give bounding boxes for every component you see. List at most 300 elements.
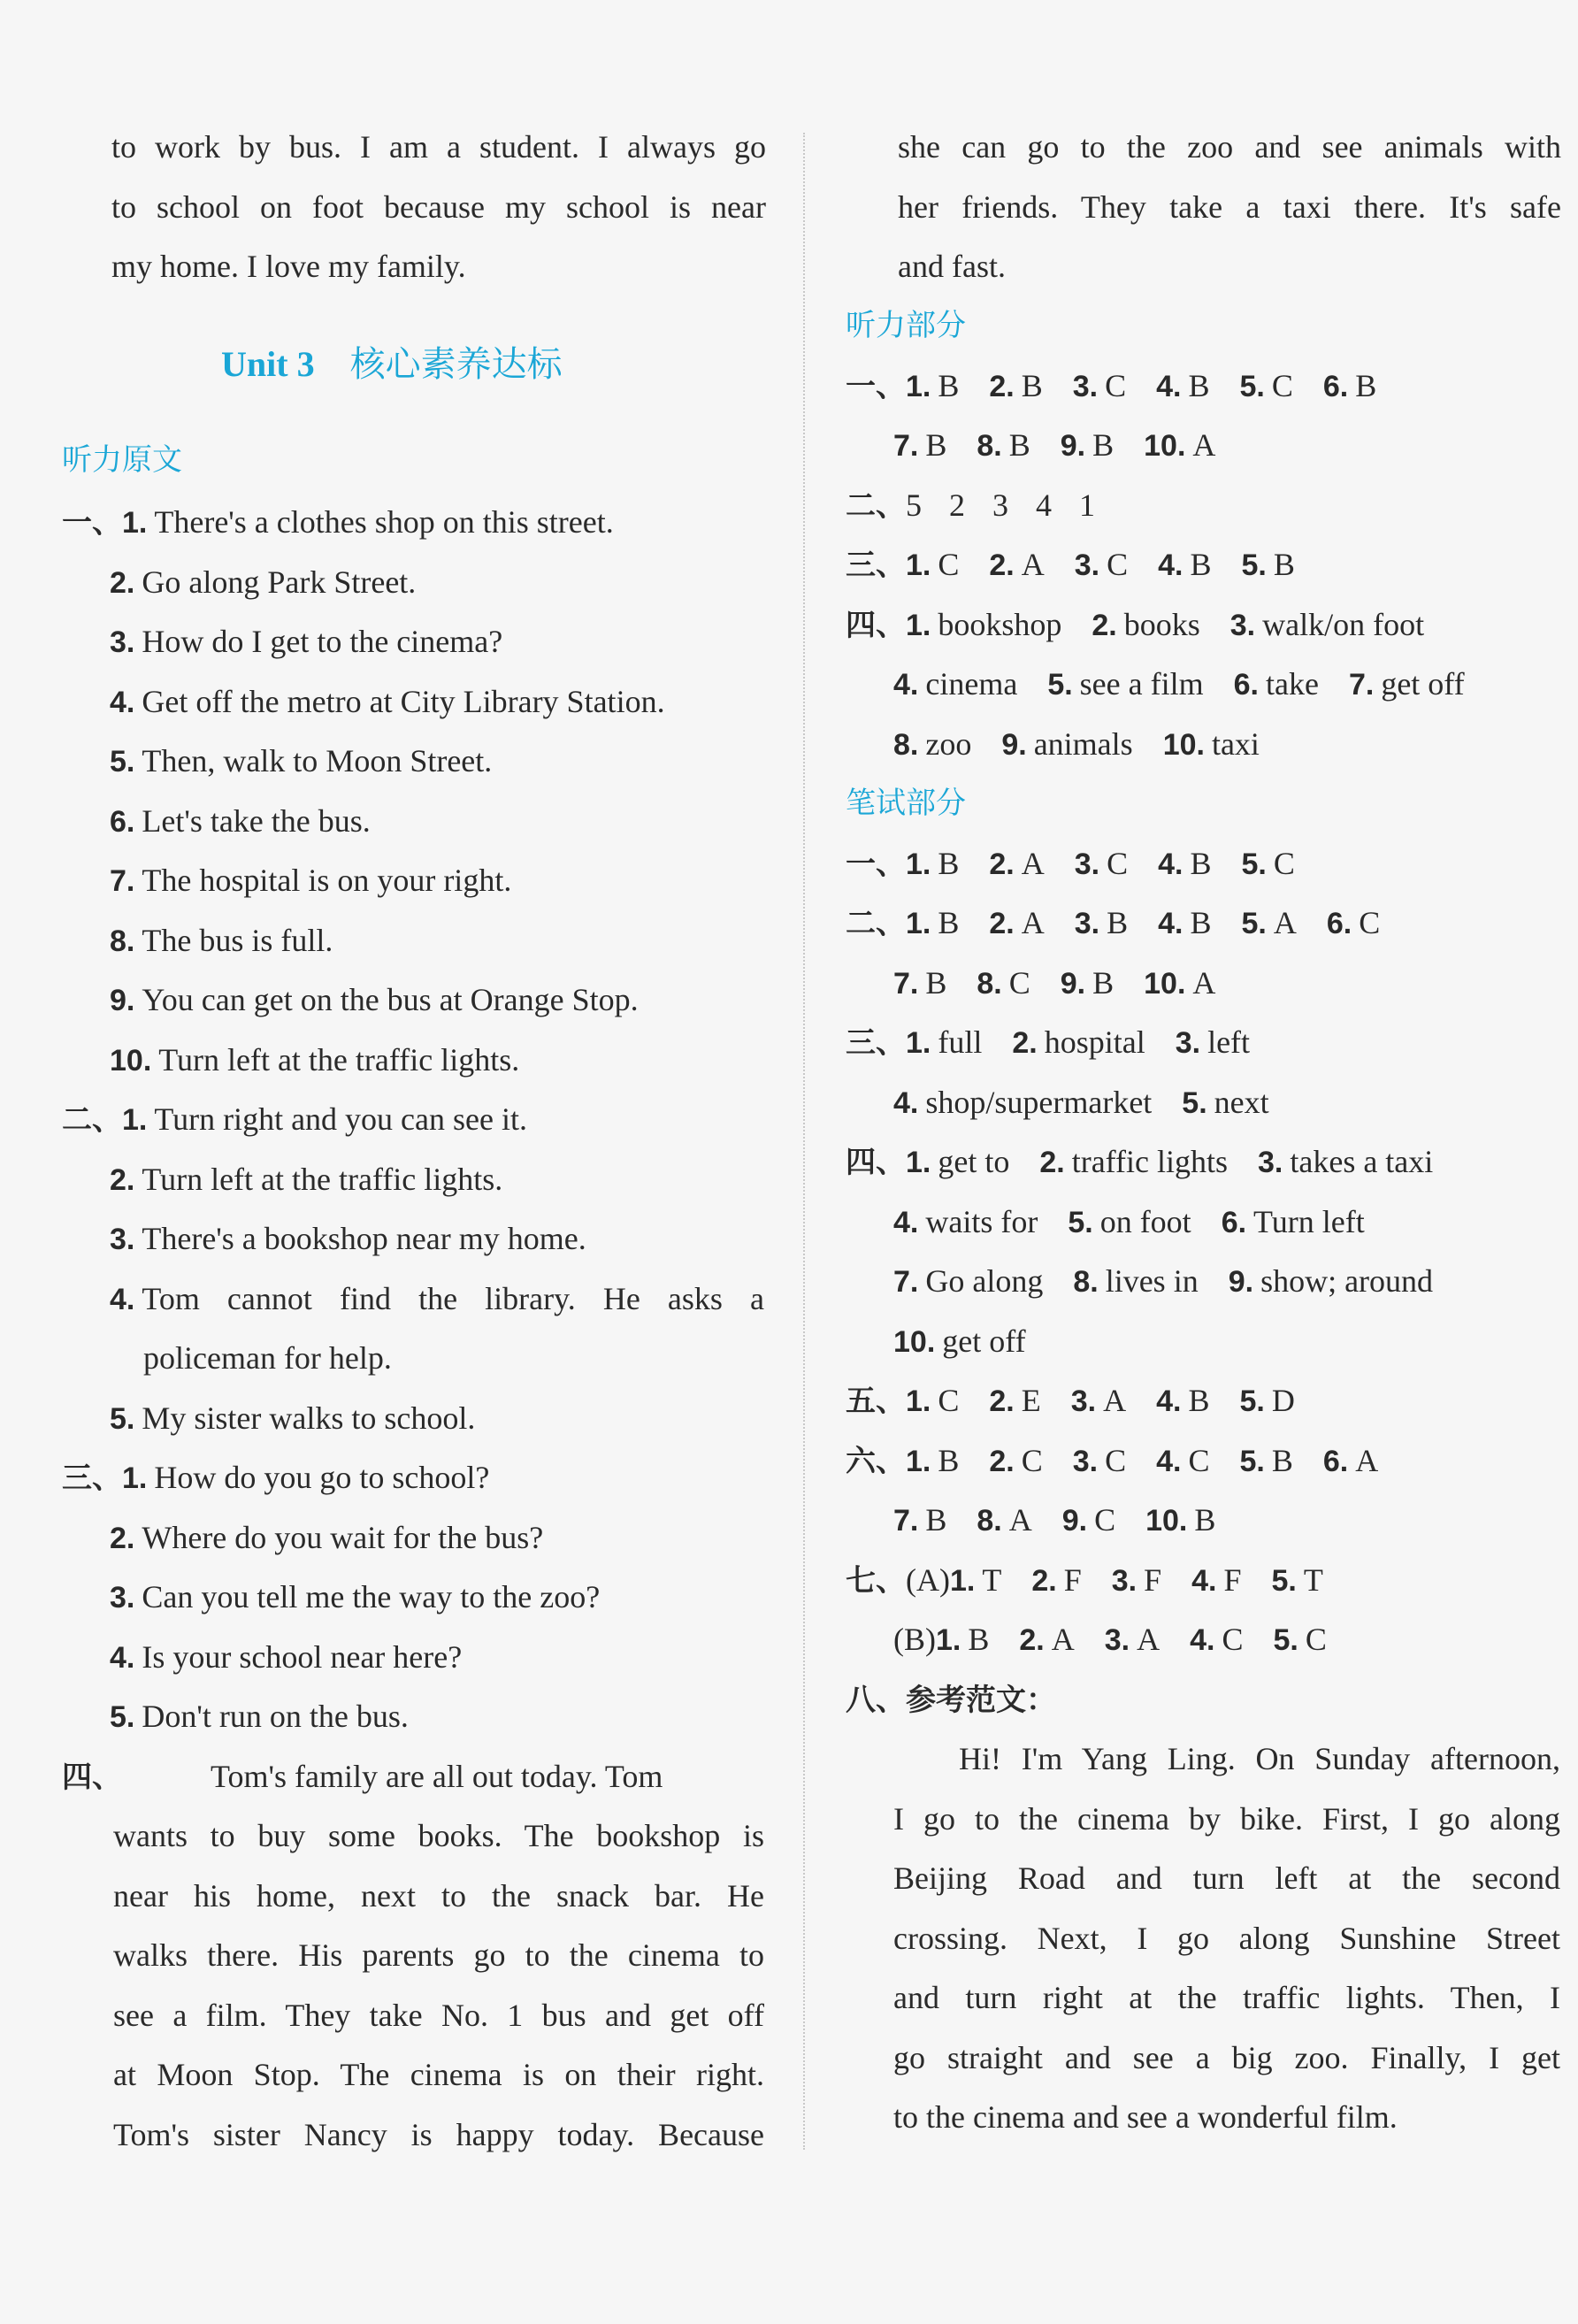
answer-item xyxy=(893,1085,1152,1121)
answer-item xyxy=(1176,1024,1250,1061)
answer-item xyxy=(906,607,1061,643)
paragraph-text: wants to buy some books. The bookshop is xyxy=(113,1818,764,1853)
listening-sentence xyxy=(110,564,416,600)
sentence-text: The bus is full. xyxy=(142,922,333,958)
item-number: 7. xyxy=(1348,668,1375,702)
answer-item xyxy=(1239,1383,1294,1419)
item-number: 5. xyxy=(1241,548,1267,582)
answer-value: B xyxy=(1188,1383,1210,1418)
paragraph-text: crossing. Next, I go along Sunshine Street xyxy=(893,1920,1560,1956)
sentence-text: Go along Park Street. xyxy=(142,564,417,600)
item-number: 10. xyxy=(1145,1504,1188,1538)
item-number: 7. xyxy=(110,864,135,898)
item-number: 1. xyxy=(906,1146,931,1179)
answer-value: T xyxy=(982,1561,1002,1598)
answer-value: get off xyxy=(942,1323,1026,1359)
paragraph-text: see a film. They take No. 1 bus and get off xyxy=(113,1997,764,2033)
section-label: 一、 xyxy=(846,846,906,882)
answer-value: C xyxy=(1021,1442,1043,1478)
listening-sentence xyxy=(110,684,665,719)
section-label: 六、 xyxy=(846,1443,906,1479)
answer-item xyxy=(1068,1204,1191,1240)
item-number: 7. xyxy=(893,1265,919,1299)
listening-sentence xyxy=(110,1221,586,1256)
item-number: 7. xyxy=(893,966,919,1001)
paragraph-text: I go to the cinema by bike. First, I go along xyxy=(893,1800,1560,1837)
answer-value: B xyxy=(1092,427,1115,463)
listening-sentence xyxy=(143,1340,392,1376)
paragraph-text: my home. I love my family. xyxy=(111,249,466,284)
answer-value: B xyxy=(1021,367,1043,403)
answer-value: B xyxy=(925,964,947,1001)
item-number: 4. xyxy=(893,668,919,702)
sentence-text: Is your school near here? xyxy=(142,1638,463,1675)
item-number: 9. xyxy=(110,984,135,1017)
item-number: 10. xyxy=(1162,727,1205,762)
answer-item xyxy=(989,368,1042,404)
item-number: 3. xyxy=(1070,1384,1097,1418)
item-number: 4. xyxy=(110,1282,135,1316)
answer-value: A xyxy=(1192,964,1216,1001)
item-number: 8. xyxy=(977,966,1002,1001)
item-number: 4. xyxy=(1191,1563,1217,1598)
listening-sentence xyxy=(110,982,639,1017)
answer-item xyxy=(1092,607,1199,643)
passage-line xyxy=(62,1759,663,1794)
section-label: 八、参考范文： xyxy=(846,1682,1056,1718)
item-number: 9. xyxy=(1060,966,1086,1001)
paragraph-text: go straight and see a big zoo. Finally, I get xyxy=(893,2039,1560,2075)
continued-passage-line xyxy=(898,249,1006,284)
answer-item xyxy=(1039,1144,1228,1180)
section-label: 三、 xyxy=(846,1025,906,1061)
answer-item xyxy=(1073,1443,1126,1479)
answer-row xyxy=(893,666,1495,702)
listening-sentence xyxy=(110,863,511,898)
answer-row xyxy=(893,1263,1463,1299)
item-number: 3. xyxy=(110,625,135,659)
answer-value: A xyxy=(1103,1383,1127,1418)
answer-value: F xyxy=(1223,1561,1242,1598)
answer-item xyxy=(1156,1443,1209,1479)
item-number: 10. xyxy=(1144,966,1186,1001)
item-number: 3. xyxy=(1104,1623,1130,1657)
sentence-text: Let's take the bus. xyxy=(142,802,371,839)
item-number: 3. xyxy=(110,1581,135,1615)
continued-passage-line xyxy=(898,129,1561,165)
answer-item xyxy=(1323,1443,1378,1479)
intro-line xyxy=(111,189,766,225)
item-number: 5. xyxy=(110,1700,135,1734)
answer-item xyxy=(1047,666,1203,702)
listening-answers-heading: 听力部分 xyxy=(846,308,966,343)
sentence-text: Then, walk to Moon Street. xyxy=(142,743,493,779)
answer-item xyxy=(1144,965,1215,1001)
item-number: 2. xyxy=(989,907,1015,940)
item-number: 1. xyxy=(906,608,931,642)
answer-item xyxy=(1071,1383,1126,1419)
answer-item xyxy=(1001,726,1132,763)
item-number: 1. xyxy=(906,907,931,940)
item-number: 1. xyxy=(122,506,148,540)
item-number: 8. xyxy=(893,727,919,762)
sentence-text: How do you go to school? xyxy=(154,1460,490,1495)
answer-item xyxy=(977,965,1030,1001)
item-number: 4. xyxy=(110,685,135,719)
item-number: 1. xyxy=(936,1623,961,1657)
answer-value: B xyxy=(1188,367,1210,403)
essay-line xyxy=(893,1980,1560,2015)
answer-value: A xyxy=(1273,905,1297,940)
paragraph-text: Hi! I'm Yang Ling. On Sunday afternoon, xyxy=(959,1741,1560,1776)
answer-value: T xyxy=(1303,1561,1323,1598)
answer-value: B xyxy=(1190,547,1212,582)
answer-value: Go along xyxy=(925,1263,1044,1299)
answer-item xyxy=(906,1443,959,1479)
answer-value: A xyxy=(1008,1502,1032,1538)
item-number: 10. xyxy=(1144,429,1186,463)
intro-line xyxy=(111,129,766,165)
item-number: 4. xyxy=(1158,907,1184,940)
answer-item xyxy=(1073,1263,1198,1300)
answer-value: shop/supermarket xyxy=(925,1084,1153,1120)
item-number: 6. xyxy=(1326,907,1352,940)
answer-value: C xyxy=(1359,905,1381,940)
answer-item xyxy=(1112,1562,1161,1599)
answer-row xyxy=(893,965,1245,1001)
item-number: 2. xyxy=(1039,1146,1065,1179)
answer-item xyxy=(1234,666,1319,702)
answer-value: B xyxy=(1194,1502,1216,1538)
answer-value: F xyxy=(1063,1561,1082,1598)
answer-value: lives in xyxy=(1105,1263,1199,1299)
answer-row xyxy=(893,1622,1357,1657)
answer-value: animals xyxy=(1033,725,1133,762)
answer-value: A xyxy=(1021,547,1045,582)
answer-row xyxy=(846,1144,1463,1179)
answer-item xyxy=(1073,368,1126,404)
answer-item xyxy=(1222,1204,1365,1240)
answer-item xyxy=(950,1562,1001,1599)
answer-row xyxy=(846,1443,1408,1478)
section-label: 三、 xyxy=(62,1461,122,1496)
item-number: 3. xyxy=(1074,907,1100,940)
answer-value: Turn left xyxy=(1253,1203,1365,1239)
listening-sentence xyxy=(110,1639,462,1675)
paragraph-text: and turn right at the traffic lights. Then, I xyxy=(893,1980,1560,2015)
item-number: 5. xyxy=(1047,668,1073,702)
answer-item xyxy=(1240,1443,1293,1479)
answer-item xyxy=(1258,1144,1433,1180)
answer-item xyxy=(1075,846,1128,882)
item-number: 2. xyxy=(1012,1026,1038,1060)
sentence-text: How do I get to the cinema? xyxy=(142,624,503,659)
item-number: 5. xyxy=(1273,1623,1298,1657)
item-number: 9. xyxy=(1228,1265,1254,1299)
answer-row xyxy=(893,1085,1299,1120)
answer-value: C xyxy=(1222,1622,1244,1657)
paragraph-text: walks there. His parents go to the cinema to xyxy=(113,1937,764,1973)
sentence-text: Where do you wait for the bus? xyxy=(142,1519,544,1555)
answer-item xyxy=(1327,905,1380,941)
answer-value: C xyxy=(938,547,960,582)
item-number: 3. xyxy=(1111,1563,1138,1598)
item-number: 4. xyxy=(1156,1384,1182,1418)
answer-item xyxy=(893,726,971,763)
answer-item xyxy=(1012,1024,1145,1061)
answer-item xyxy=(1061,427,1114,464)
passage-line xyxy=(113,1878,764,1914)
passage-line xyxy=(113,1937,764,1973)
answer-item xyxy=(893,666,1017,702)
listening-sentence xyxy=(110,1162,502,1197)
order-sequence: 5 2 3 4 1 xyxy=(906,487,1096,523)
answer-item xyxy=(893,1263,1043,1300)
item-number: 2. xyxy=(1019,1623,1045,1657)
answer-item xyxy=(1075,905,1128,941)
item-number: 3. xyxy=(1229,608,1256,642)
answer-value: A xyxy=(1355,1442,1379,1478)
listening-sentence xyxy=(110,1520,543,1555)
answer-value: B xyxy=(1190,845,1212,881)
answer-value: C xyxy=(1271,367,1293,403)
answer-row xyxy=(846,1024,1280,1060)
essay-line xyxy=(893,1921,1560,1956)
item-number: 2. xyxy=(1092,608,1117,642)
sentence-text: Get off the metro at City Library Station. xyxy=(142,683,665,719)
item-number: 4. xyxy=(893,1205,919,1239)
section-label: 一、 xyxy=(62,505,122,541)
item-number: 5. xyxy=(110,745,135,779)
sentence-text: My sister walks to school. xyxy=(142,1400,476,1436)
unit-title xyxy=(221,343,563,386)
answer-value: zoo xyxy=(925,725,972,762)
sentence-text: policeman for help. xyxy=(143,1340,392,1376)
item-number: 2. xyxy=(989,369,1015,403)
item-number: 10. xyxy=(893,1324,936,1359)
answer-value: A xyxy=(1021,905,1045,940)
answer-item xyxy=(1163,726,1260,763)
listening-sentence xyxy=(110,923,333,958)
subpart-label: (A) xyxy=(906,1561,950,1598)
item-number: 1. xyxy=(906,1026,931,1060)
answer-value: take xyxy=(1265,666,1319,702)
item-number: 3. xyxy=(1074,548,1100,582)
listening-sentence xyxy=(110,1400,475,1436)
answer-item xyxy=(893,427,946,464)
answer-item xyxy=(893,1323,1026,1360)
listening-sentence xyxy=(110,1699,409,1734)
answer-item xyxy=(1191,1562,1241,1599)
answer-item xyxy=(989,547,1044,583)
answer-value: B xyxy=(938,845,960,881)
answer-value: bookshop xyxy=(938,606,1062,642)
unit-subtitle: 核心素养达标 xyxy=(349,344,563,385)
answer-value: B xyxy=(938,367,960,403)
item-number: 4. xyxy=(110,1640,135,1675)
item-number: 2. xyxy=(1031,1563,1057,1598)
passage-line xyxy=(113,2057,764,2092)
item-number: 7. xyxy=(893,429,919,463)
item-number: 6. xyxy=(1322,369,1349,403)
answer-row xyxy=(846,846,1325,881)
answer-value: A xyxy=(1137,1622,1161,1657)
item-number: 5. xyxy=(1239,369,1265,403)
answer-row xyxy=(846,1682,1056,1717)
answer-value: B xyxy=(1008,427,1030,463)
answer-item xyxy=(1323,368,1376,404)
item-number: 5. xyxy=(1068,1205,1093,1239)
answer-row xyxy=(846,607,1454,642)
answer-item xyxy=(906,905,959,941)
answer-value: B xyxy=(1092,964,1115,1001)
answer-value: next xyxy=(1214,1084,1269,1120)
answer-row xyxy=(893,427,1245,463)
listening-sentence xyxy=(62,1460,489,1495)
paragraph-text: to the cinema and see a wonderful film. xyxy=(893,2099,1398,2135)
answer-item xyxy=(893,1502,946,1538)
answer-row xyxy=(846,1562,1353,1598)
answer-item xyxy=(906,846,959,882)
listening-sentence xyxy=(62,1101,527,1137)
answer-item xyxy=(1182,1085,1268,1121)
answer-row xyxy=(846,368,1406,403)
answer-item xyxy=(936,1622,989,1658)
writing-answers-heading: 笔试部分 xyxy=(846,786,966,821)
answer-item xyxy=(1031,1562,1081,1599)
paragraph-text: her friends. They take a taxi there. It's safe xyxy=(898,188,1561,225)
item-number: 8. xyxy=(977,1504,1002,1538)
item-number: 6. xyxy=(1221,1205,1247,1239)
answer-item xyxy=(989,905,1044,941)
item-number: 2. xyxy=(989,548,1015,582)
section-label: 五、 xyxy=(846,1384,906,1419)
sentence-text: Turn left at the traffic lights. xyxy=(158,1041,520,1078)
answer-item xyxy=(1158,846,1211,882)
item-number: 6. xyxy=(110,804,135,839)
answer-item xyxy=(1145,1502,1215,1538)
answer-item xyxy=(989,846,1044,882)
answer-value: B xyxy=(938,905,960,940)
item-number: 5. xyxy=(1239,1444,1265,1478)
answer-item xyxy=(1241,846,1294,882)
answer-item xyxy=(989,1443,1042,1479)
answer-item xyxy=(1190,1622,1243,1658)
answer-row xyxy=(846,547,1325,582)
answer-value: B xyxy=(968,1622,990,1657)
answer-value: takes a taxi xyxy=(1290,1144,1434,1179)
item-number: 9. xyxy=(1061,1504,1088,1538)
item-number: 4. xyxy=(1156,369,1182,403)
item-number: 1. xyxy=(122,1461,148,1495)
unit-name: Unit 3 xyxy=(221,344,315,384)
sentence-text: You can get on the bus at Orange Stop. xyxy=(142,982,639,1017)
answer-value: C xyxy=(1105,367,1127,403)
listening-sentence xyxy=(110,624,502,659)
listening-sentence xyxy=(110,1579,600,1615)
paragraph-text: to school on foot because my school is near xyxy=(111,188,766,225)
passage-line xyxy=(113,2117,764,2152)
answer-item xyxy=(906,1383,959,1419)
item-number: 5. xyxy=(1241,907,1267,940)
answer-value: C xyxy=(1188,1442,1210,1478)
answer-item xyxy=(1062,1502,1115,1538)
sentence-text: Turn right and you can see it. xyxy=(154,1101,527,1137)
item-number: 1. xyxy=(906,847,931,881)
answer-value: C xyxy=(1094,1502,1116,1538)
sentence-text: There's a clothes shop on this street. xyxy=(154,504,614,540)
item-number: 3. xyxy=(1072,1444,1099,1478)
essay-line xyxy=(893,1860,1560,1896)
item-number: 2. xyxy=(989,1384,1015,1418)
answer-value: get off xyxy=(1381,666,1465,702)
item-number: 5. xyxy=(110,1401,135,1436)
answer-item xyxy=(906,1024,982,1061)
answer-value: C xyxy=(1008,964,1030,1001)
answer-row xyxy=(893,1204,1395,1239)
essay-line xyxy=(893,2040,1560,2075)
answer-item xyxy=(1241,547,1294,583)
item-number: 6. xyxy=(1322,1444,1349,1478)
answer-value: B xyxy=(1107,905,1129,940)
essay-line xyxy=(959,1741,1560,1776)
answer-row xyxy=(846,1383,1325,1418)
listening-sentence xyxy=(62,504,614,540)
item-number: 8. xyxy=(977,429,1002,463)
item-number: 6. xyxy=(1233,668,1259,702)
item-number: 9. xyxy=(1001,727,1027,762)
paragraph-text: Beijing Road and turn left at the second xyxy=(893,1860,1560,1896)
section-label: 二、 xyxy=(62,1102,122,1138)
answer-item xyxy=(977,1502,1031,1538)
section-label: 四、 xyxy=(846,1145,906,1180)
paragraph-text: near his home, next to the snack bar. He xyxy=(113,1877,764,1914)
answer-item xyxy=(989,1383,1040,1419)
item-number: 3. xyxy=(110,1223,135,1256)
item-number: 4. xyxy=(893,1085,919,1120)
sentence-text: There's a bookshop near my home. xyxy=(142,1221,586,1256)
answer-item xyxy=(1273,1622,1326,1658)
answer-value: C xyxy=(938,1383,960,1418)
column-divider xyxy=(803,133,805,2150)
sentence-text: Can you tell me the way to the zoo? xyxy=(142,1579,601,1615)
paragraph-text: and fast. xyxy=(898,249,1006,284)
item-number: 10. xyxy=(110,1043,152,1078)
section-label: 七、 xyxy=(846,1562,906,1599)
item-number: 2. xyxy=(989,847,1015,881)
answer-value: C xyxy=(1305,1622,1327,1657)
answer-item xyxy=(1349,666,1465,702)
answer-value: A xyxy=(1051,1622,1075,1657)
answer-value: F xyxy=(1144,1561,1162,1598)
paragraph-text: Tom's sister Nancy is happy today. Because xyxy=(113,2116,764,2152)
item-number: 1. xyxy=(906,548,931,582)
answer-item xyxy=(906,547,959,583)
paragraph-text: at Moon Stop. The cinema is on their right. xyxy=(113,2057,764,2092)
answer-row xyxy=(893,726,1290,762)
item-number: 1. xyxy=(906,369,931,403)
answer-item xyxy=(893,1204,1038,1240)
item-number: 2. xyxy=(110,565,135,600)
answer-item xyxy=(1019,1622,1074,1658)
sentence-text: Tom cannot find the library. He asks a xyxy=(142,1280,764,1316)
answer-value: E xyxy=(1021,1383,1041,1418)
answer-value: on foot xyxy=(1099,1203,1191,1239)
answer-value: books xyxy=(1123,606,1200,642)
passage-line xyxy=(113,1998,764,2033)
listening-sentence xyxy=(110,1042,519,1078)
answer-item xyxy=(1158,905,1211,941)
